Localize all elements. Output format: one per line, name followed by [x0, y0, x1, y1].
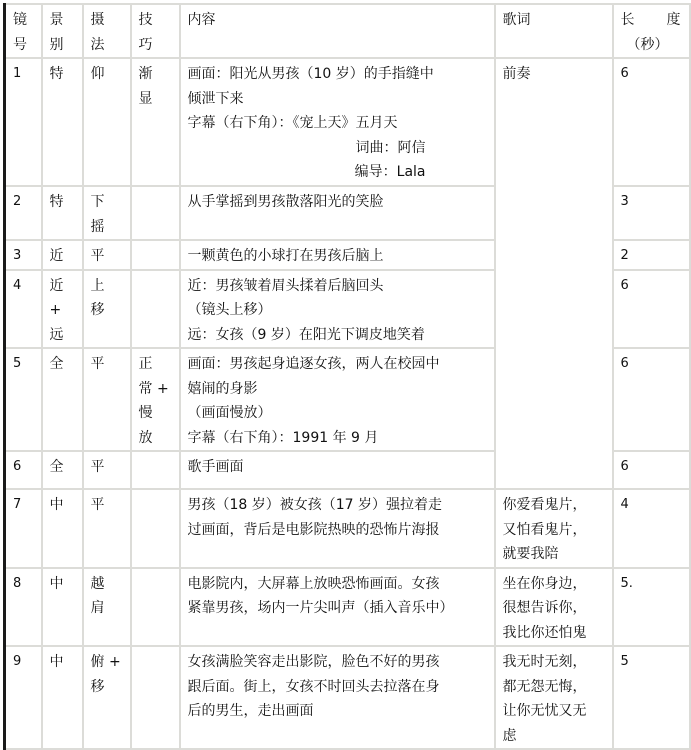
scene-cell: 近 + 远: [42, 270, 83, 349]
table-row: [5, 489, 690, 568]
scene-cell: 特: [42, 58, 83, 186]
shot-number: 2: [5, 186, 42, 240]
shot-number: 7: [5, 489, 42, 568]
content-cell: 近：男孩皱着眉头揉着后脑回头 （镜头上移） 远：女孩（9 岁）在阳光下调皮地笑着: [180, 270, 495, 349]
camera-cell: 俯 + 移: [83, 646, 131, 749]
length-cell: 3: [613, 186, 690, 240]
lyrics-cell-merged: 前奏: [495, 58, 613, 489]
lyrics-cell: 你爱看鬼片， 又怕看鬼片， 就要我陪: [495, 489, 613, 568]
shot-number: 3: [5, 240, 42, 270]
lyrics-cell: 我无时无刻， 都无怨无悔， 让你无忧又无 虑: [495, 646, 613, 749]
technique-cell: 渐 显: [131, 58, 180, 186]
content-cell: 女孩满脸笑容走出影院，脸色不好的男孩 跟后面。街上，女孩不时回头去拉落在身 后的男生，走出画面: [180, 646, 495, 749]
length-cell: 6: [613, 451, 690, 489]
technique-cell: [131, 451, 180, 489]
length-cell: 5: [613, 646, 690, 749]
header-scene: 景 别: [42, 4, 83, 58]
table-row: [5, 646, 690, 749]
technique-cell: [131, 489, 180, 568]
scene-cell: 近: [42, 240, 83, 270]
shot-number: 8: [5, 568, 42, 647]
scene-cell: 中: [42, 646, 83, 749]
technique-cell: [131, 270, 180, 349]
camera-cell: 上 移: [83, 270, 131, 349]
storyboard-table: [3, 3, 691, 750]
length-cell: 6: [613, 348, 690, 451]
shot-number: 4: [5, 270, 42, 349]
header-technique: 技 巧: [131, 4, 180, 58]
camera-cell: 仰: [83, 58, 131, 186]
header-length: 长 度 （秒）: [613, 4, 690, 58]
header-shot-no: 镜 号: [5, 4, 42, 58]
technique-cell: [131, 186, 180, 240]
technique-cell: [131, 568, 180, 647]
content-cell: 从手掌摇到男孩散落阳光的笑脸: [180, 186, 495, 240]
content-cell: 电影院内，大屏幕上放映恐怖画面。女孩 紧靠男孩，场内一片尖叫声（插入音乐中）: [180, 568, 495, 647]
technique-cell: [131, 646, 180, 749]
camera-cell: 平: [83, 489, 131, 568]
technique-cell: [131, 240, 180, 270]
camera-cell: 下 摇: [83, 186, 131, 240]
length-cell: 6: [613, 58, 690, 186]
shot-number: 5: [5, 348, 42, 451]
header-lyrics: 歌词: [495, 4, 613, 58]
content-cell: 歌手画面: [180, 451, 495, 489]
camera-cell: 平: [83, 240, 131, 270]
technique-cell: 正 常 + 慢 放: [131, 348, 180, 451]
camera-cell: 平: [83, 348, 131, 451]
length-cell: 6: [613, 270, 690, 349]
content-cell: 男孩（18 岁）被女孩（17 岁）强拉着走 过画面，背后是电影院热映的恐怖片海报: [180, 489, 495, 568]
header-content: 内容: [180, 4, 495, 58]
scene-cell: 中: [42, 489, 83, 568]
shot-number: 6: [5, 451, 42, 489]
header-row: [5, 4, 690, 58]
table-row: [5, 568, 690, 647]
camera-cell: 越 肩: [83, 568, 131, 647]
length-cell: 4: [613, 489, 690, 568]
scene-cell: 全: [42, 451, 83, 489]
camera-cell: 平: [83, 451, 131, 489]
content-cell: 画面：阳光从男孩（10 岁）的手指缝中 倾泄下来 字幕（右下角）：《宠上天》五月天 词曲：阿信 编导：Lala: [180, 58, 495, 186]
header-camera: 摄 法: [83, 4, 131, 58]
shot-number: 9: [5, 646, 42, 749]
table-row: [5, 58, 690, 186]
shot-number: 1: [5, 58, 42, 186]
scene-cell: 全: [42, 348, 83, 451]
length-cell: 5.: [613, 568, 690, 647]
lyrics-cell: 坐在你身边， 很想告诉你， 我比你还怕鬼: [495, 568, 613, 647]
content-cell: 画面：男孩起身追逐女孩，两人在校园中 嬉闹的身影 （画面慢放） 字幕（右下角）：1991 年 9 月: [180, 348, 495, 451]
content-cell: 一颗黄色的小球打在男孩后脑上: [180, 240, 495, 270]
length-cell: 2: [613, 240, 690, 270]
scene-cell: 中: [42, 568, 83, 647]
scene-cell: 特: [42, 186, 83, 240]
